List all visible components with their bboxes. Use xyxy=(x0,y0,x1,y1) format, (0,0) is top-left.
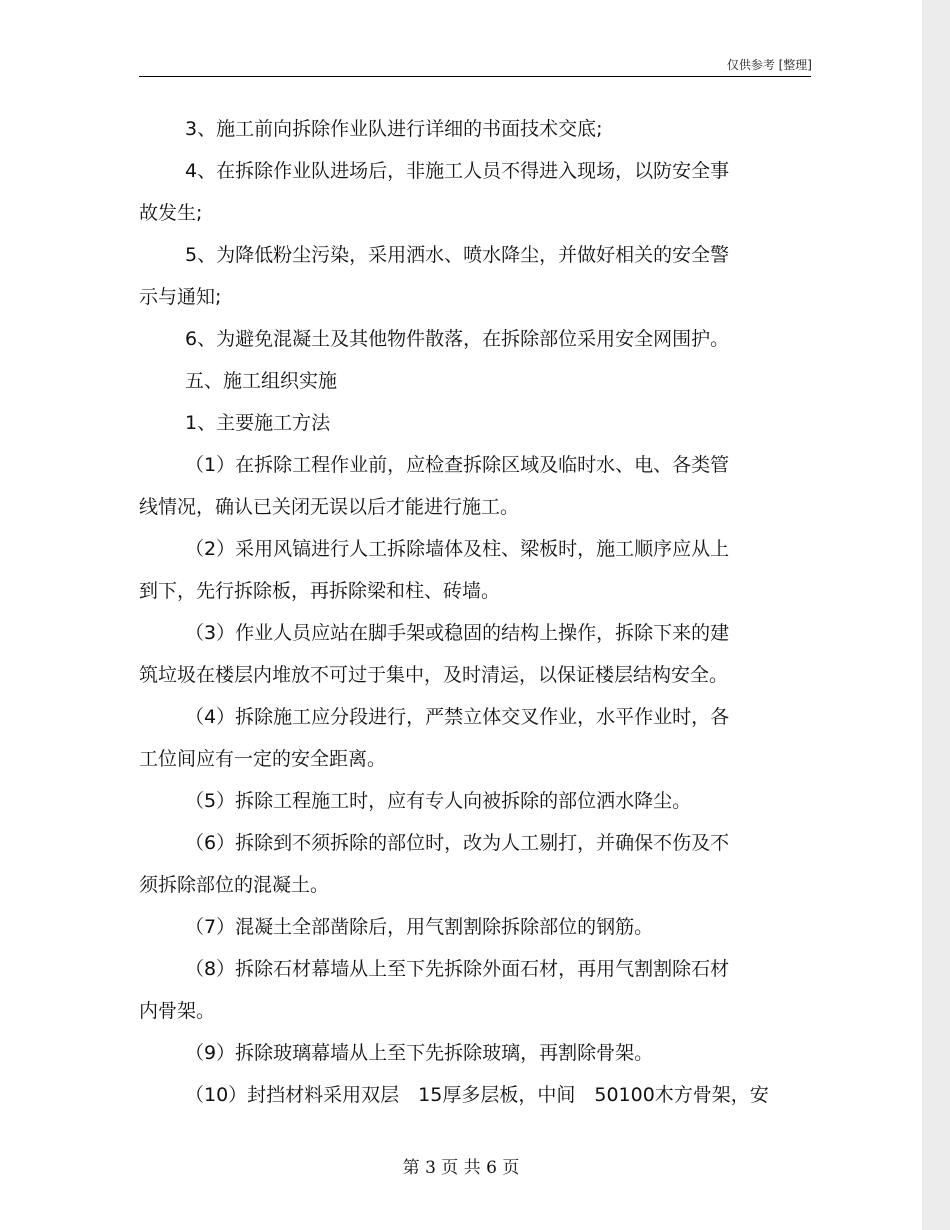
paragraph-line: （5）拆除工程施工时，应有专人向被拆除的部位洒水降尘。 xyxy=(185,790,692,812)
paragraph-line: （9）拆除玻璃幕墙从上至下先拆除玻璃，再割除骨架。 xyxy=(185,1042,654,1064)
document-body xyxy=(139,108,799,1116)
paragraph-line: （8）拆除石材幕墙从上至下先拆除外面石材，再用气割割除石材 xyxy=(185,958,730,980)
paragraph-line: 须拆除部位的混凝土。 xyxy=(139,874,330,896)
paragraph-line: 线情况，确认已关闭无误以后才能进行施工。 xyxy=(139,496,520,518)
paragraph-line: （7）混凝土全部凿除后，用气割割除拆除部位的钢筋。 xyxy=(185,916,654,938)
header-note: 仅供参考 [整理] xyxy=(726,58,812,72)
paragraph-line: 3、施工前向拆除作业队进行详细的书面技术交底; xyxy=(185,118,603,140)
paragraph-line: 筑垃圾在楼层内堆放不可过于集中，及时清运，以保证楼层结构安全。 xyxy=(139,664,729,686)
paragraph-line: 到下，先行拆除板，再拆除梁和柱、砖墙。 xyxy=(139,580,501,602)
paragraph-line: （2）采用风镐进行人工拆除墙体及柱、梁板时，施工顺序应从上 xyxy=(185,538,730,560)
page-number: 第 3 页 共 6 页 xyxy=(402,1158,520,1178)
paragraph-line: 6、为避免混凝土及其他物件散落，在拆除部位采用安全网围护。 xyxy=(185,328,730,350)
paragraph-line: 示与通知; xyxy=(139,286,222,308)
subsection-heading: 1、主要施工方法 xyxy=(185,412,331,434)
paragraph-line: （4）拆除施工应分段进行，严禁立体交叉作业，水平作业时，各 xyxy=(185,706,730,728)
paragraph-line: 工位间应有一定的安全距离。 xyxy=(139,748,387,770)
paragraph-line: 内骨架。 xyxy=(139,1000,216,1022)
paragraph-line: （6）拆除到不须拆除的部位时，改为人工剔打，并确保不伤及不 xyxy=(185,832,730,854)
paragraph-line: 故发生; xyxy=(139,202,203,224)
paragraph-line: 5、为降低粉尘污染，采用洒水、喷水降尘，并做好相关的安全警 xyxy=(185,244,730,266)
paragraph-line: （3）作业人员应站在脚手架或稳固的结构上操作，拆除下来的建 xyxy=(185,622,730,644)
header-rule xyxy=(139,76,811,77)
paragraph-line: 4、在拆除作业队进场后，非施工人员不得进入现场，以防安全事 xyxy=(185,160,730,182)
paragraph-line: （10）封挡材料采用双层 15厚多层板，中间 50100木方骨架，安 xyxy=(185,1084,769,1106)
paragraph-line: （1）在拆除工程作业前，应检查拆除区域及临时水、电、各类管 xyxy=(185,454,730,476)
section-heading: 五、施工组织实施 xyxy=(185,370,338,392)
